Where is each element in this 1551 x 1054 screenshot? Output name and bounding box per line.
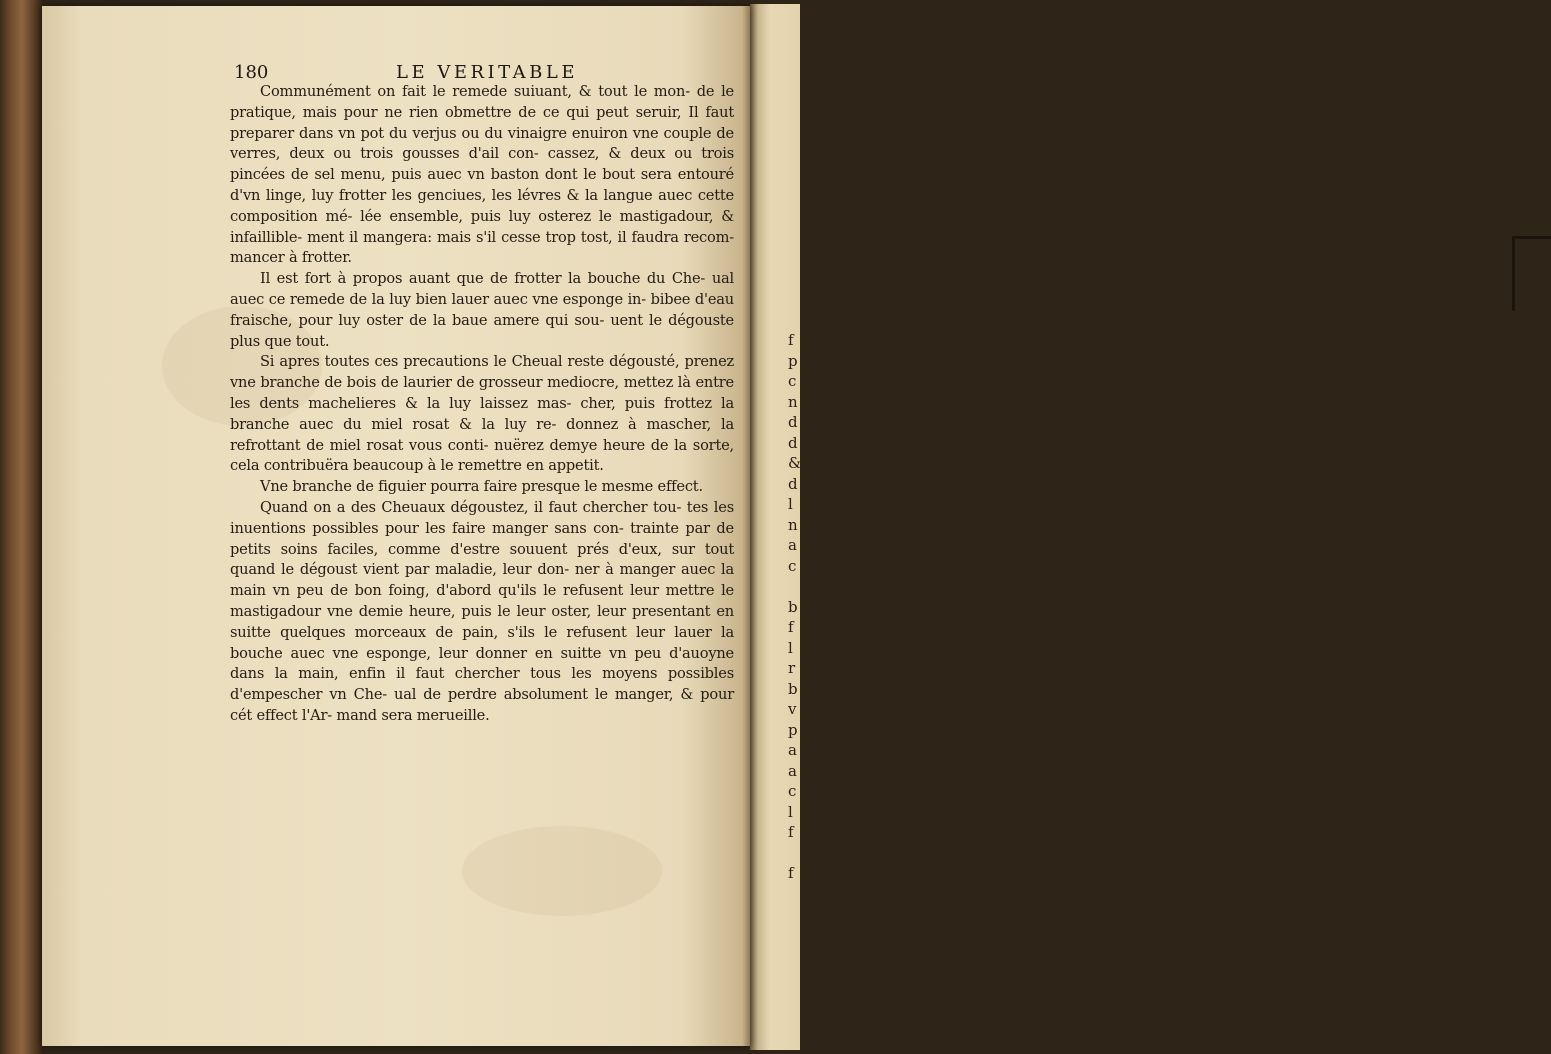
page-number: 180 [234, 62, 269, 83]
facing-page-letter: f [788, 331, 794, 349]
facing-page-letter: & [788, 454, 802, 472]
paper-stain [462, 826, 662, 916]
facing-page-letter: n [788, 515, 798, 534]
facing-page-letters [788, 330, 802, 884]
paragraph: Il est fort à propos auant que de frotter la bouche du Che- ual auec ce remede de la luy bien lauer auec vne esponge in- bibee d'eau fraische, pour luy oster de la baue amere qui sou- uent le dégouste plus que tout. [230, 270, 734, 350]
facing-page-letter: c [788, 372, 797, 390]
facing-page-letter [788, 576, 802, 597]
facing-page-letter: b [788, 679, 798, 698]
paragraph: Quand on a des Cheuaux dégoustez, il faut chercher tou- tes les inuentions possibles pour les faire manger sans con- trainte par de petits soins faciles, comme d'estre souuent prés d'eux, sur tout quand le dégoust vient par maladie, leur don- ner à manger auec la main vn peu de bon foing, d'abord qu'ils le refusent leur mettre le mastigadour vne demie heure, puis le leur oster, leur presentant en suitte quelques morceaux de pain, s'ils le refusent leur lauer la bouche auec vne esponge, leur donner en suitte vn peu d'auoyne dans la main, enfin il faut chercher tous les moyens possibles d'empescher vn Che- ual de perdre absolument le manger, & pour cét effect l'Ar- mand sera merueille. [230, 498, 734, 724]
facing-page-letter: c [788, 556, 797, 575]
running-title: LE VERITABLE [396, 62, 578, 83]
facing-page-letter: d [788, 474, 798, 493]
paragraph: Si apres toutes ces precautions le Cheual reste dégousté, prenez vne branche de bois de laurier de grosseur mediocre, mettez là entre les dents machelieres & la luy laissez mas- cher, puis frottez la branche auec du miel rosat & la luy re- donnez à mascher, la refrottant de miel rosat vous conti- nuërez demye heure de la sorte, cela contribuëra beaucoup à le remettre en appetit. [230, 353, 734, 475]
paragraph: Vne branche de figuier pourra faire presque le mesme effect. [260, 478, 703, 496]
facing-page-letter: f [788, 864, 794, 882]
facing-page-letter: v [788, 700, 797, 718]
body-text [230, 82, 734, 727]
facing-page-letter: l [788, 802, 793, 821]
facing-page-letter: d [788, 433, 798, 452]
facing-page-letter: f [788, 618, 794, 636]
facing-page-letter: r [788, 659, 796, 677]
facing-page-letter: l [788, 638, 793, 657]
facing-page-letter: a [788, 741, 797, 759]
paragraph: Communément on fait le remede suiuant, & tout le mon- de le pratique, mais pour ne rien obmettre de ce qui peut seruir, Il faut preparer dans vn pot du verjus ou du vinaigre enuiron vne couple de verres, deux ou trois gousses d'ail con- cassez, & deux ou trois pincées de sel menu, puis auec vn baston dont le bout sera entouré d'vn linge, luy frotter les genciues, les lévres & la langue auec cette composition mé- lée ensemble, puis luy osterez le mastigadour, & infaillible- ment il mangera: mais s'il cesse trop tost, il faudra recom- mancer à frotter. [230, 83, 734, 267]
facing-page-letter: b [788, 597, 798, 616]
facing-page-letter: n [788, 392, 798, 411]
facing-page-rule [1512, 236, 1551, 311]
facing-page-letter: p [788, 720, 798, 739]
facing-page-letter: a [788, 761, 797, 780]
facing-page-letter: d [788, 413, 798, 431]
book-page [42, 6, 750, 1046]
facing-page-letter: f [788, 823, 794, 841]
book-binding [0, 0, 44, 1054]
facing-page-letter: a [788, 536, 797, 554]
facing-page-letter: p [788, 351, 798, 370]
facing-page-letter: c [788, 782, 797, 800]
facing-page-letter: l [788, 495, 793, 513]
facing-page-letter [788, 843, 802, 864]
